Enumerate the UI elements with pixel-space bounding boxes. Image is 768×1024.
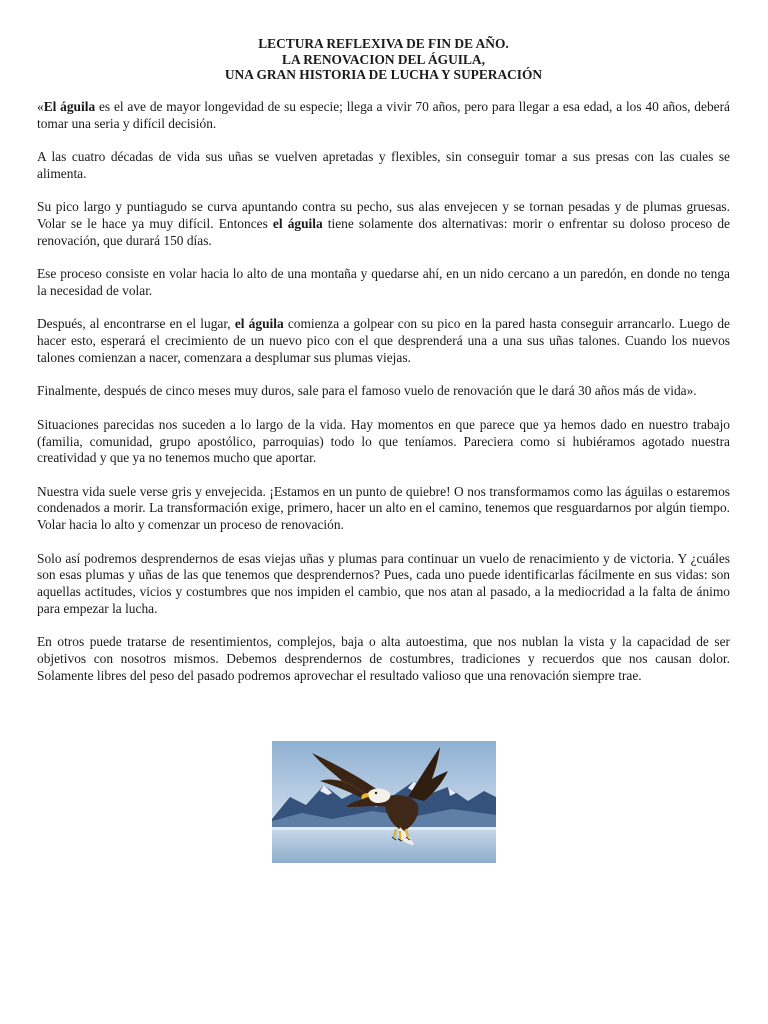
paragraph-6: Finalmente, después de cinco meses muy duros, sale para el famoso vuelo de renovación que le dará 30 años más de vida».	[37, 383, 697, 399]
title-line-2: LA RENOVACION DEL ÁGUILA,	[282, 51, 485, 67]
paragraph-2: A las cuatro décadas de vida sus uñas se vuelven apretadas y flexibles, sin conseguir tomar a sus presas con las cuales se alimenta.	[37, 148, 730, 181]
bold-eagle: el águila	[272, 215, 323, 231]
document-page	[37, 36, 730, 701]
paragraph-7: Situaciones parecidas nos suceden a lo largo de la vida. Hay momentos en que parece que ya hemos dado en nuestro trabajo (familia, comunidad, grupo apostólico, parroquias) todo lo que teníamos. Pareciera como si hubiéramos agotado nuestra creatividad y que ya no tenemos mucho que aportar.	[37, 416, 730, 466]
paragraph-9: Solo así podremos desprendernos de esas viejas uñas y plumas para continuar un vuelo de renacimiento y de victoria. Y ¿cuáles son esas plumas y uñas de las que tenemos que desprendernos? Pues, cada uno puede identificarlas fácilmente en sus vidas: son aquellas actitudes, vicios y costumbres que nos impiden el cambio, que nos atan al pasado, a la mediocridad a la falta de ánimo para empezar la lucha.	[37, 550, 730, 617]
paragraph-3: Su pico largo y puntiagudo se curva apuntando contra su pecho, sus alas envejecen y se tornan pesadas y de plumas gruesas. Volar se le hace ya muy difícil. Entonces el águila tiene solamente dos alternativas: morir o enfrentar su doloso proceso de renovación, que durará 150 días.	[37, 199, 730, 248]
paragraph-10: En otros puede tratarse de resentimientos, complejos, baja o alta autoestima, que nos nublan la vista y la capacidad de ser objetivos con nosotros mismos. Debemos desprendernos de costumbres, tradiciones y recuerdos que nos causan dolor. Solamente libres del peso del pasado podremos aprovechar el resultado valioso que una renovación siempre trae.	[37, 634, 730, 684]
paragraph-5: Después, al encontrarse en el lugar, el águila comienza a golpear con su pico en la pared hasta conseguir arrancarlo. Luego de hacer esto, esperará el crecimiento de un nuevo pico con el que desprenderá una a una sus uñas talones. Cuando los nuevos talones comienzan a nacer, comenzara a desplumar sus plumas viejas.	[37, 316, 730, 365]
eagle-photo	[272, 741, 496, 863]
bold-eagle: el águila	[234, 316, 284, 332]
title-line-3: UNA GRAN HISTORIA DE LUCHA Y SUPERACIÓN	[224, 67, 543, 83]
title-line-1: LECTURA REFLEXIVA DE FIN DE AÑO.	[258, 36, 509, 51]
paragraph-4: Ese proceso consiste en volar hacia lo alto de una montaña y quedarse ahí, en un nido cercano a un paredón, en donde no tenga la necesidad de volar.	[37, 266, 730, 298]
paragraph-1: «El águila es el ave de mayor longevidad de su especie; llega a vivir 70 años, pero para llegar a esa edad, a los 40 años, deberá tomar una seria y difícil decisión.	[37, 98, 730, 131]
paragraph-8: Nuestra vida suele verse gris y envejecida. ¡Estamos en un punto de quiebre! O nos transformamos como las águilas o estaremos condenados a morir. La transformación exige, primero, hacer un alto en el camino, tenemos que resguardarnos por algún tiempo. Volar hacia lo alto y comenzar un proceso de renovación.	[37, 483, 730, 533]
document-title	[37, 36, 730, 83]
eagle-photo-icon	[272, 741, 496, 863]
bold-eagle: El águila	[43, 98, 96, 114]
